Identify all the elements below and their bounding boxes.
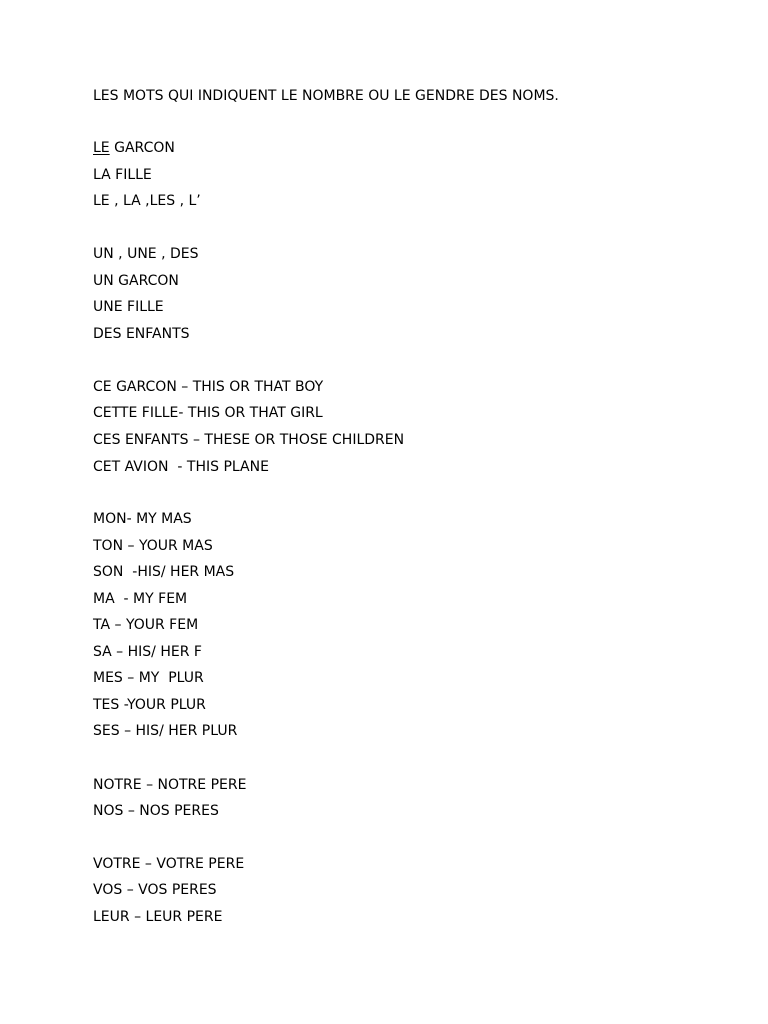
demonstrative-line: CE GARCON – THIS OR THAT BOY — [93, 379, 324, 395]
possessive-your-their-line: LEUR – LEUR PERE — [93, 909, 223, 925]
possessive-your-their-line: VOTRE – VOTRE PERE — [93, 856, 245, 872]
definite-article-example-boy — [93, 139, 175, 157]
demonstrative-line: CES ENFANTS – THESE OR THOSE CHILDREN — [93, 432, 405, 448]
demonstrative-line: CETTE FILLE- THIS OR THAT GIRL — [93, 405, 323, 421]
definite-article-example-girl: LA FILLE — [93, 167, 152, 183]
possessive-line: MA - MY FEM — [93, 591, 188, 607]
indefinite-example-line: UNE FILLE — [93, 299, 164, 315]
possessive-line: SON -HIS/ HER MAS — [93, 564, 235, 580]
indefinite-example-line: DES ENFANTS — [93, 326, 190, 342]
possessive-our-line: NOTRE – NOTRE PERE — [93, 777, 247, 793]
document-title: LES MOTS QUI INDIQUENT LE NOMBRE OU LE GENDRE DES NOMS. — [93, 88, 559, 104]
possessive-line: TON – YOUR MAS — [93, 538, 213, 554]
possessive-our-line: NOS – NOS PERES — [93, 803, 219, 819]
definite-example-noun: GARCON — [109, 140, 175, 156]
possessive-line: MES – MY PLUR — [93, 670, 204, 686]
possessive-line: SES – HIS/ HER PLUR — [93, 723, 238, 739]
possessive-your-their-line: VOS – VOS PERES — [93, 882, 217, 898]
possessive-line: TA – YOUR FEM — [93, 617, 199, 633]
underlined-article-le: LE — [93, 140, 110, 156]
indefinite-article-list: UN , UNE , DES — [93, 246, 199, 262]
possessive-line: TES -YOUR PLUR — [93, 697, 206, 713]
possessive-line: MON- MY MAS — [93, 511, 192, 527]
definite-article-list: LE , LA ,LES , L’ — [93, 193, 201, 209]
possessive-line: SA – HIS/ HER F — [93, 644, 202, 660]
indefinite-example-line: UN GARCON — [93, 273, 179, 289]
demonstrative-line: CET AVION - THIS PLANE — [93, 459, 269, 475]
